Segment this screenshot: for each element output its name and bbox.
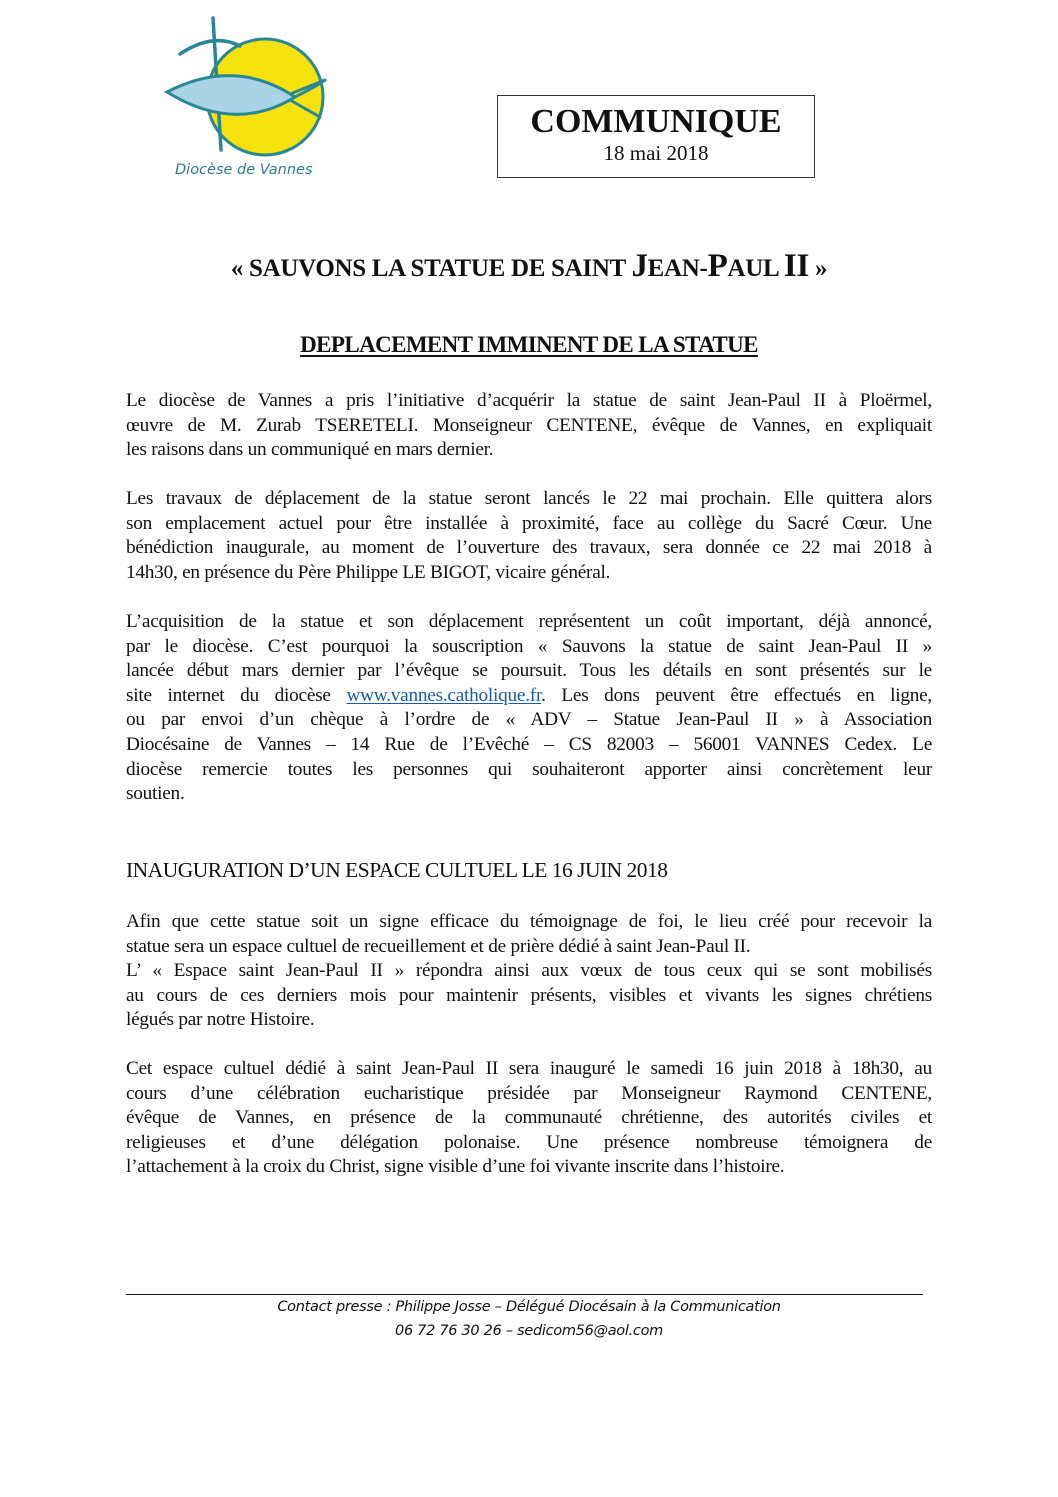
text-line: son emplacement actuel pour être installée à proximité, face au collège du Sacré Cœur. Une xyxy=(126,512,932,534)
logo-text: Diocèse de Vannes xyxy=(175,162,313,178)
text-line: diocèse remercie toutes les personnes qui souhaiteront apporter ainsi concrètement leur xyxy=(126,758,932,780)
title-roman-ii: II xyxy=(783,248,810,284)
paragraph-works xyxy=(126,487,932,585)
text-before-link: site internet du diocèse xyxy=(126,684,347,706)
text-line: œuvre de M. Zurab TSERETELI. Monseigneur CENTENE, évêque de Vannes, en expliquait xyxy=(126,414,932,436)
text-line: évêque de Vannes, en présence de la communauté chrétienne, des autorités civiles et xyxy=(126,1107,932,1129)
text-line: cours d’une célébration eucharistique présidée par Monseigneur Raymond CENTENE, xyxy=(126,1082,932,1104)
section1-heading: DEPLACEMENT IMMINENT DE LA STATUE xyxy=(300,332,758,357)
text-line: statue sera un espace cultuel de recueillement et de prière dédié à saint Jean-Paul II. xyxy=(126,935,751,957)
paragraph-inauguration xyxy=(126,1057,932,1180)
title-open-quote: « xyxy=(230,255,244,282)
website-link[interactable]: www.vannes.catholique.fr xyxy=(346,684,542,706)
text-line: bénédiction inaugurale, au moment de l’ouverture des travaux, sera donnée ce 22 mai 2018 à xyxy=(126,537,932,559)
text-line: Diocésaine de Vannes – 14 Rue de l’Evêché – CS 82003 – 56001 VANNES Cedex. Le xyxy=(126,733,932,755)
text-line: religieuses et d’une délégation polonaise. Une présence nombreuse témoignera de xyxy=(126,1131,932,1153)
footer-phone-email: 06 72 76 30 26 – sedicom56@aol.com xyxy=(395,1323,663,1339)
text-line: ou par envoi d’un chèque à l’ordre de « ADV – Statue Jean-Paul II » à Association xyxy=(126,709,932,731)
footer-divider xyxy=(126,1294,923,1295)
text-line: au cours de ces derniers mois pour maintenir présents, visibles et vivants les signes chrétiens xyxy=(126,984,932,1006)
title-close-quote: » xyxy=(814,255,828,282)
title-text: SAUVONS LA STATUE DE SAINT xyxy=(248,255,632,282)
text-line: par le diocèse. C’est pourquoi la souscription « Sauvons la statue de saint Jean-Paul II » xyxy=(126,635,932,657)
paragraph-cultual-space xyxy=(126,910,932,1033)
text-line: les raisons dans un communiqué en mars dernier. xyxy=(126,439,494,461)
footer-contact-line: Contact presse : Philippe Josse – Délégué Diocésain à la Communication xyxy=(277,1299,781,1315)
text-line-with-link xyxy=(126,684,932,709)
communique-title: COMMUNIQUE xyxy=(530,103,782,140)
text-line: Cet espace cultuel dédié à saint Jean-Paul II sera inauguré le samedi 16 juin 2018 à 18h30, au xyxy=(126,1058,932,1079)
text-line: légués par notre Histoire. xyxy=(126,1009,315,1031)
section2-heading: INAUGURATION D’UN ESPACE CULTUEL LE 16 JUIN 2018 xyxy=(126,858,668,882)
text-line: L’acquisition de la statue et son déplacement représentent un coût important, déjà annoncé, xyxy=(126,611,932,632)
text-line: lancée début mars dernier par l’évêque se poursuit. Tous les détails en sont présentés sur le xyxy=(126,660,932,682)
paragraph-subscription xyxy=(126,610,932,807)
title-text-ean: EAN- xyxy=(647,255,708,282)
text-after-link: . Les dons peuvent être effectués en ligne, xyxy=(541,684,932,706)
cross-fish-sun-icon xyxy=(155,12,345,162)
text-line: Afin que cette statue soit un signe efficace du témoignage de foi, le lieu créé pour recevoir la xyxy=(126,911,932,932)
diocese-logo xyxy=(155,12,345,187)
text-line: Les travaux de déplacement de la statue seront lancés le 22 mai prochain. Elle quittera alors xyxy=(126,488,932,509)
communique-date: 18 mai 2018 xyxy=(603,141,709,165)
title-text-aul: AUL xyxy=(727,255,784,282)
text-line: L’ « Espace saint Jean-Paul II » répondra ainsi aux vœux de tous ceux qui se sont mobilisés xyxy=(126,960,932,982)
text-line: soutien. xyxy=(126,783,185,805)
text-line: l’attachement à la croix du Christ, signe visible d’une foi vivante inscrite dans l’histoire. xyxy=(126,1156,785,1178)
text-line: 14h30, en présence du Père Philippe LE BIGOT, vicaire général. xyxy=(126,561,611,583)
title-initial-j: J xyxy=(631,248,648,284)
paragraph-acquisition xyxy=(126,389,932,463)
text-line: Le diocèse de Vannes a pris l’initiative d’acquérir la statue de saint Jean-Paul II à Ploërmel, xyxy=(126,390,932,411)
page-title xyxy=(0,248,1058,285)
communique-box xyxy=(497,95,815,178)
title-initial-p: P xyxy=(707,248,728,284)
